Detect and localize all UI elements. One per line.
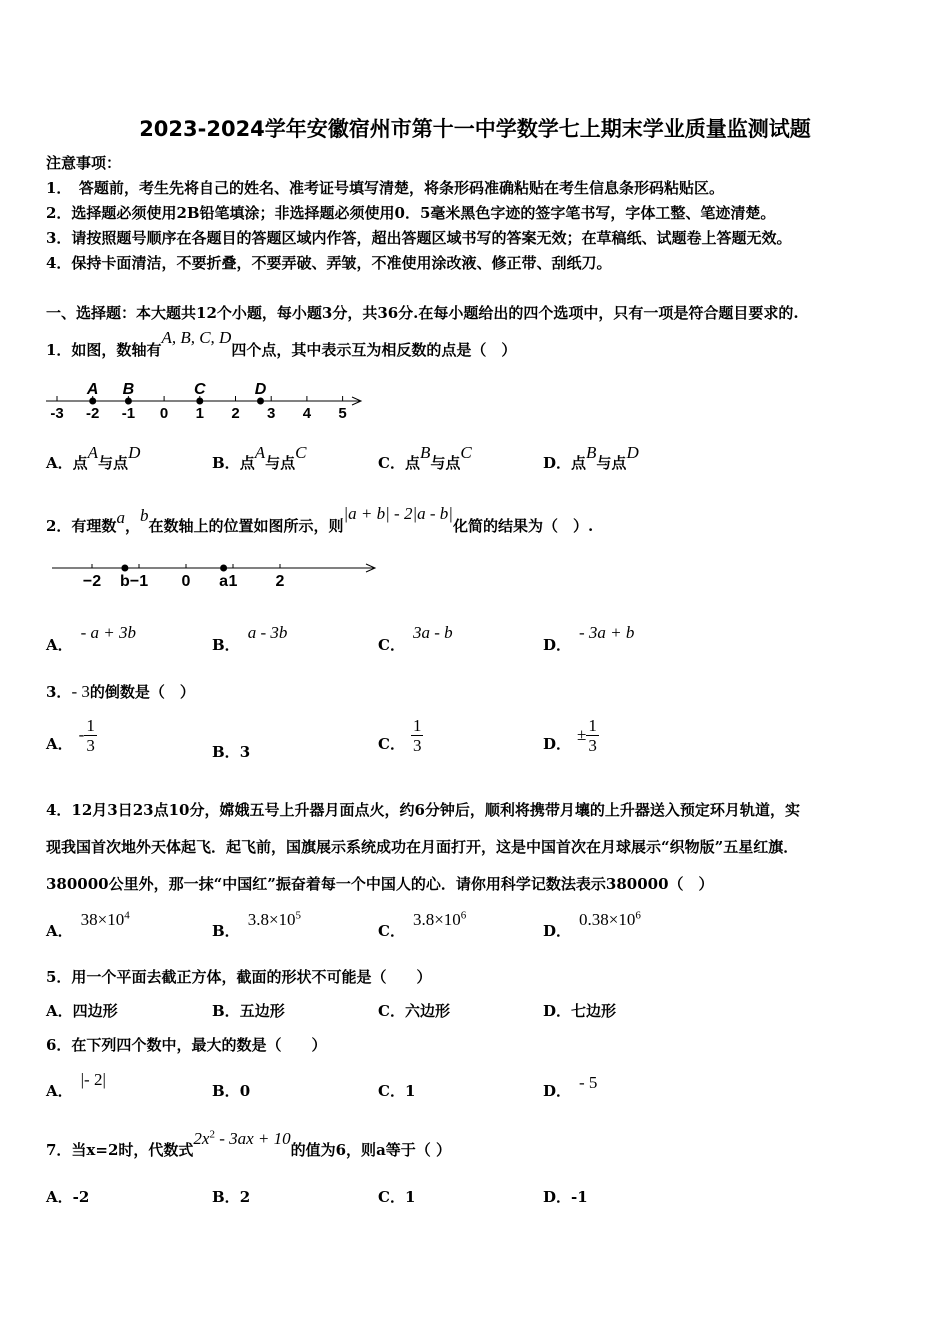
q1-tick-label: 1: [195, 405, 204, 422]
option-letter: D．: [543, 734, 572, 753]
option-letter: B．: [212, 454, 240, 472]
option-expression: 3a - b: [412, 623, 453, 642]
option-letter: A．: [46, 454, 73, 472]
option-letter: B．: [212, 1188, 240, 1206]
q2-prefix: 2．有理数: [46, 517, 117, 535]
fraction-denominator: 3: [588, 736, 597, 755]
option-var: B: [419, 443, 431, 462]
option-expression: a - 3b: [247, 623, 288, 642]
q2-middle: 在数轴上的位置如图所示，则: [148, 517, 344, 535]
sci-exponent: 5: [295, 909, 302, 922]
option-letter: C．: [378, 454, 405, 472]
sci-exponent: 6: [460, 909, 467, 922]
fraction-numerator: 1: [86, 716, 95, 735]
q1-suffix: 四个点，其中表示互为相反数的点是（ ）: [231, 341, 517, 359]
page-title: 2023-2024学年安徽宿州市第十一中学数学七上期末学业质量监测试题: [139, 117, 811, 141]
q1-point-label: B: [122, 381, 135, 398]
option-letter: C．: [378, 636, 405, 654]
q2-point-a: [220, 565, 227, 572]
fraction-numerator: 1: [588, 716, 597, 735]
q1-prefix: 1．如图，数轴有: [46, 341, 162, 359]
option-expression: |- 2|: [80, 1070, 106, 1089]
q3-suffix: 的倒数是（ ）: [89, 683, 195, 701]
option-letter: A．: [46, 636, 73, 654]
q1-tick-label: -3: [50, 405, 64, 422]
q3-option-a[interactable]: [46, 716, 97, 755]
q3-option-d[interactable]: [543, 716, 599, 755]
option-letter: C．: [378, 1082, 405, 1100]
option-letter: B．: [212, 1002, 240, 1020]
option-var: D: [626, 443, 639, 462]
q2-tick-label: 0: [181, 573, 191, 590]
section-heading: 一、选择题：本大题共12个小题，每小题3分，共36分.在每小题给出的四个选项中，只有一项是符合题目要求的.: [46, 304, 799, 322]
q1-tick-label: 0: [159, 405, 169, 422]
q1-option-d[interactable]: [543, 443, 639, 473]
option-letter: C．: [378, 922, 405, 940]
q1-option-a[interactable]: [46, 443, 141, 473]
q2-tick-label: −1: [129, 573, 149, 590]
option-var: D: [128, 443, 141, 462]
q2-point-b: [121, 565, 128, 572]
q5-option-d[interactable]: [543, 1000, 616, 1021]
option-fraction: [84, 716, 97, 755]
question-4-line-3: 380000公里外，那一抹“中国红”振奋着每一个中国人的心．请你用科学记数法表示380000（ ）: [46, 875, 714, 893]
q2-tick-label: 1: [228, 573, 238, 590]
fraction-denominator: 3: [86, 736, 95, 755]
q5-option-a[interactable]: [46, 1000, 118, 1021]
q1-tick-label: 5: [338, 405, 347, 422]
option-letter: C．: [378, 734, 405, 753]
q1-tick-label: -1: [121, 405, 136, 422]
option-var: C: [295, 443, 307, 462]
q3-number: 3．: [46, 683, 72, 701]
q1-option-b[interactable]: [212, 443, 307, 473]
q2-tick-label: 2: [275, 573, 285, 590]
option-text: 2: [239, 1188, 251, 1206]
option-text: 四边形: [72, 1002, 118, 1020]
option-var: B: [586, 443, 597, 462]
option-letter: C．: [378, 1002, 405, 1020]
option-letter: D．: [543, 1188, 572, 1206]
sci-exponent: 6: [635, 909, 641, 922]
option-text: 与点: [265, 454, 296, 472]
option-letter: A．: [46, 1188, 73, 1206]
question-4-line-2: 现我国首次地外天体起飞．起飞前，国旗展示系统成功在月面打开，这是中国首次在月球展示“织物版”五星红旗．: [46, 838, 799, 856]
q1-points-math: A, B, C, D: [161, 328, 232, 347]
q3-option-c[interactable]: [378, 716, 423, 755]
q2-point-label: a: [219, 573, 229, 590]
option-text: 0: [239, 1082, 251, 1100]
option-text: 六边形: [404, 1002, 450, 1020]
option-text: 点: [72, 454, 88, 472]
question-7: [46, 1128, 452, 1160]
q1-tick-label: 2: [231, 405, 240, 422]
question-2: [46, 504, 594, 536]
q2-option-d[interactable]: [543, 623, 635, 655]
q7-expression: [193, 1129, 290, 1148]
q5-option-b[interactable]: [212, 1000, 285, 1021]
option-text: 与点: [430, 454, 461, 472]
question-6: 6．在下列四个数中，最大的数是（ ）: [46, 1036, 327, 1054]
question-1: [46, 328, 517, 360]
option-var: C: [460, 443, 472, 462]
q7-option-d[interactable]: [543, 1186, 588, 1207]
q5-option-c[interactable]: [378, 1000, 450, 1021]
q2-var-a: a: [116, 508, 125, 527]
q1-point-d: [257, 398, 264, 405]
option-text: 3: [239, 743, 251, 761]
notice-item-4: 4．保持卡面清洁，不要折叠，不要弄破、弄皱，不准使用涂改液、修正带、刮纸刀。: [46, 254, 612, 272]
notice-item-2: 2．选择题必须使用2B铅笔填涂；非选择题必须使用0．5毫米黑色字迹的签字笔书写，字体工整、笔迹清楚。: [46, 204, 776, 222]
fraction-numerator: 1: [412, 716, 422, 735]
option-text: -1: [571, 1188, 588, 1206]
option-letter: B．: [212, 1082, 240, 1100]
q6-option-c[interactable]: [378, 1080, 415, 1101]
q1-option-c[interactable]: [378, 443, 472, 473]
option-fraction: [586, 716, 599, 755]
q2-expression: |a + b| - 2|a - b|: [343, 504, 453, 523]
q7-expr-part: - 3ax + 10: [214, 1129, 291, 1148]
q1-tick-label: -2: [86, 405, 100, 422]
option-letter: A．: [46, 1002, 73, 1020]
option-sign: -: [78, 724, 85, 744]
sci-exponent: 4: [124, 909, 130, 922]
option-expression: [413, 910, 466, 929]
option-letter: A．: [46, 1082, 73, 1100]
question-3: [46, 681, 195, 702]
q2-var-b: b: [139, 506, 149, 525]
option-expression: [81, 910, 130, 929]
q2-tick-label: −2: [82, 573, 102, 590]
option-text: 点: [571, 454, 587, 472]
option-var: A: [87, 443, 99, 462]
q1-tick-label: 3: [267, 405, 276, 422]
option-letter: B．: [212, 922, 240, 940]
q1-point-label: D: [254, 381, 267, 398]
option-letter: C．: [378, 1188, 405, 1206]
option-text: 点: [239, 454, 255, 472]
option-text: 与点: [596, 454, 627, 472]
question-5: 5．用一个平面去截正方体，截面的形状不可能是（ ）: [46, 968, 432, 986]
q2-option-c[interactable]: [378, 623, 453, 655]
option-text: 1: [404, 1082, 416, 1100]
notice-heading: 注意事项：: [46, 154, 122, 172]
option-letter: A．: [46, 734, 73, 753]
sci-base: 3.8×10: [412, 910, 461, 929]
q1-tick-label: 4: [302, 405, 312, 422]
option-expression: - a + 3b: [80, 623, 137, 642]
sci-base: 0.38×10: [579, 910, 636, 929]
question-4-line-1: 4．12月3日23点10分，嫦娥五号上升器月面点火，约6分钟后，顺利将携带月壤的上升器送入预定环月轨道，实: [46, 801, 800, 819]
q1-point-b: [125, 398, 132, 405]
option-text: 与点: [98, 454, 129, 472]
option-text: 1: [404, 1188, 416, 1206]
q7-expr-exponent: 2: [209, 1128, 215, 1141]
q7-option-a[interactable]: [46, 1186, 89, 1207]
q1-number-line: [40, 376, 370, 424]
q1-point-a: [89, 398, 96, 405]
option-letter: A．: [46, 922, 73, 940]
q7-expr-part: 2x: [193, 1129, 210, 1148]
option-text: 点: [404, 454, 420, 472]
option-text: 七边形: [571, 1002, 617, 1020]
q1-point-label: C: [194, 381, 206, 398]
option-letter: D．: [543, 454, 572, 472]
option-sign: ±: [577, 724, 587, 744]
option-expression: [579, 910, 641, 929]
option-var: A: [254, 443, 266, 462]
option-letter: D．: [543, 636, 572, 654]
q2-number-line: [48, 555, 383, 597]
q3-expression: - 3: [71, 682, 90, 701]
q3-option-b[interactable]: [212, 741, 250, 762]
notice-item-3: 3．请按照题号顺序在各题目的答题区域内作答，超出答题区域书写的答案无效；在草稿纸、试题卷上答题无效。: [46, 229, 792, 247]
option-text: 五边形: [239, 1002, 285, 1020]
sci-base: 38×10: [80, 910, 125, 929]
q7-option-c[interactable]: [378, 1186, 415, 1207]
option-letter: D．: [543, 922, 572, 940]
fraction-denominator: 3: [412, 736, 422, 755]
option-letter: B．: [212, 636, 240, 654]
option-fraction: [411, 716, 424, 755]
option-letter: D．: [543, 1082, 572, 1100]
q6-option-b[interactable]: [212, 1080, 250, 1101]
notice-item-1: 1． 答题前，考生先将自己的姓名、准考证号填写清楚，将条形码准确粘贴在考生信息条形码粘贴区。: [46, 179, 724, 197]
q2-option-a[interactable]: [46, 623, 137, 655]
q7-prefix: 7．当x=2时，代数式: [46, 1141, 194, 1159]
q7-option-b[interactable]: [212, 1186, 250, 1207]
sci-base: 3.8×10: [247, 910, 296, 929]
option-letter: B．: [212, 743, 240, 761]
option-expression: - 5: [579, 1073, 598, 1092]
option-letter: D．: [543, 1002, 572, 1020]
q2-point-label: b: [120, 573, 130, 590]
q6-option-a[interactable]: [46, 1070, 106, 1101]
option-expression: - 3a + b: [579, 623, 635, 642]
q1-point-c: [196, 398, 203, 405]
q2-comma: ，: [124, 517, 140, 535]
q2-option-b[interactable]: [212, 623, 288, 655]
q7-suffix: 的值为6，则a等于（ ）: [290, 1141, 452, 1159]
option-text: -2: [72, 1188, 90, 1206]
option-expression: [248, 910, 301, 929]
q2-suffix: 化简的结果为（ ）.: [452, 517, 594, 535]
q1-point-label: A: [86, 381, 99, 398]
q6-option-d[interactable]: [543, 1073, 598, 1101]
